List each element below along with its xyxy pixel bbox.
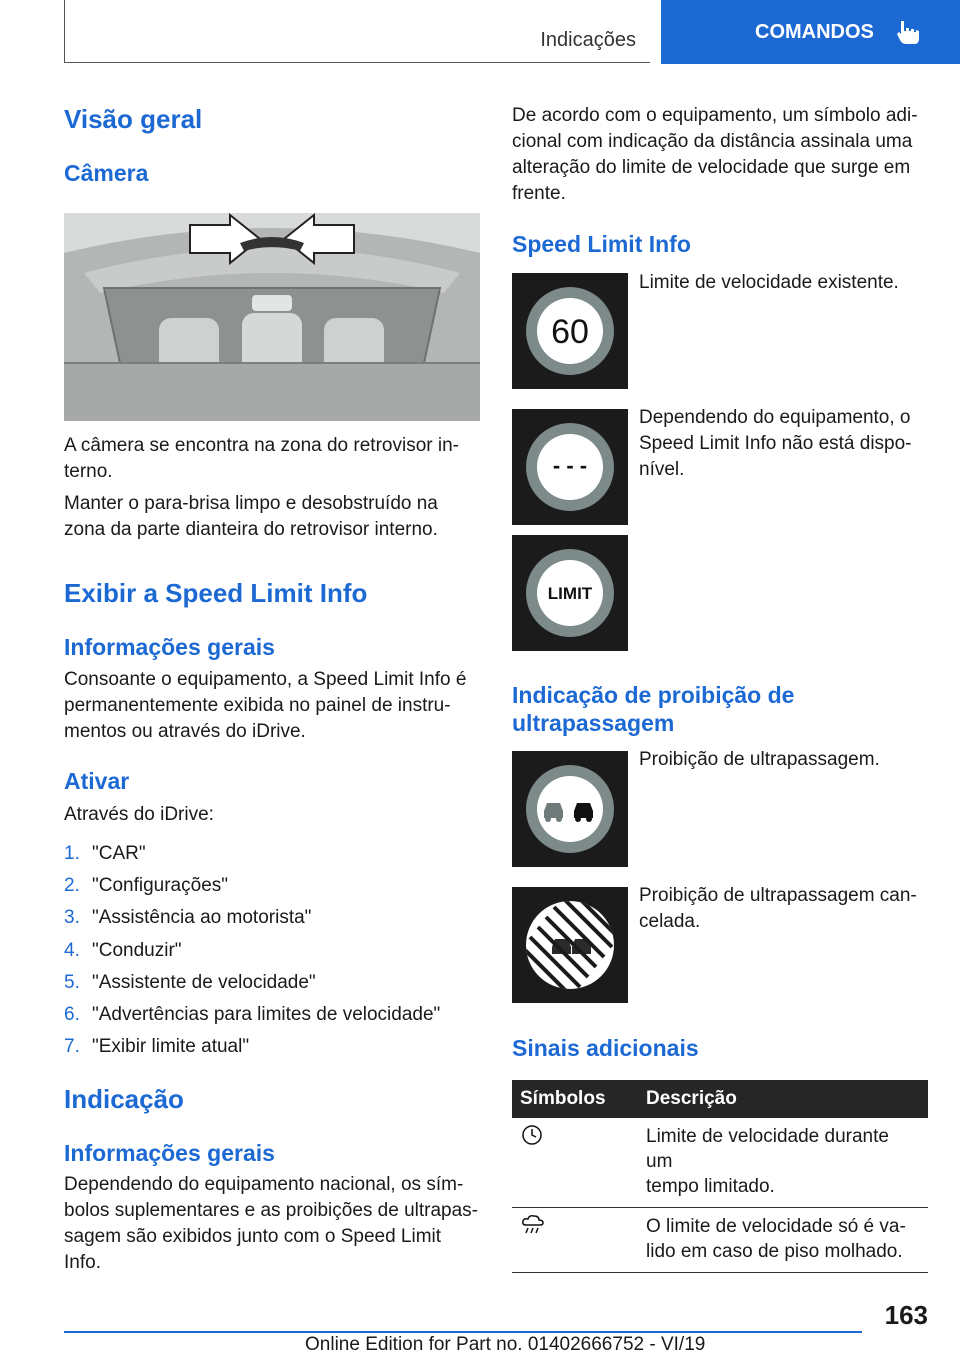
list-item [64,1031,440,1063]
step-number: 1. [64,843,80,864]
text-line: permanentemente exibida no painel de instru- [64,695,451,716]
list-item [64,870,440,902]
heading-line: ultrapassagem [512,710,675,736]
edition-note: Online Edition for Part no. 01402666752 - VI/19 [305,1334,706,1355]
sli-heading: Speed Limit Info [512,231,691,257]
display-sli-heading: Exibir a Speed Limit Info [64,578,368,608]
clock-icon [520,1124,544,1146]
list-item [64,902,440,934]
sign-60-description: Limite de velocidade existente. [639,272,899,293]
sign-unavailable-description [639,405,912,483]
text-line: lido em caso de piso molhado. [646,1241,903,1262]
step-text: "Configurações" [92,875,229,897]
list-item [64,838,440,870]
no-overtaking-heading [512,681,794,737]
indication-heading: Indicação [64,1084,184,1114]
text-line: tempo limitado. [646,1176,775,1197]
general-info-heading: Informações gerais [64,634,275,660]
text-line: celada. [639,911,701,932]
sign-60-label: 60 [551,313,589,351]
text-line: Manter o para-brisa limpo e desobstruído na [64,493,438,514]
text-line: cional com indicação da distância assinala uma [512,131,913,152]
speed-limit-unavailable-sign [512,409,628,525]
footer-rule [64,1331,862,1333]
overview-heading: Visão geral [64,104,203,134]
text-line: Info. [64,1252,101,1273]
heading-line: Indicação de proibição de [512,682,795,708]
rain-cloud-icon [520,1214,546,1236]
table-row [512,1208,928,1273]
step-text: "CAR" [92,843,146,864]
step-number: 4. [64,939,80,961]
sli-intro-paragraph [512,103,918,207]
indication-paragraph [64,1172,478,1276]
pointing-hand-icon [896,19,920,45]
symbol-cell [512,1208,638,1273]
sign-dashes-label: - - - [552,453,588,478]
step-number: 6. [64,1003,80,1025]
additional-signs-heading: Sinais adicionais [512,1035,699,1061]
list-item [64,967,440,999]
text-line: nível. [639,459,685,480]
step-number: 3. [64,907,80,929]
speed-limit-60-sign [512,273,628,389]
page-number: 163 [884,1300,928,1330]
activate-heading: Ativar [64,768,130,794]
camera-heading: Câmera [64,160,149,186]
end-no-overtaking-description [639,883,917,935]
text-line: Consoante o equipamento, a Speed Limit Info é [64,669,467,690]
step-text: "Conduzir" [92,939,182,961]
text-line: sagem são exibidos junto com o Speed Limit [64,1226,442,1247]
indication-general-heading: Informações gerais [64,1140,275,1166]
text-line: Limite de velocidade durante um [646,1126,889,1172]
step-text: "Assistente de velocidade" [92,971,316,993]
step-number: 5. [64,971,80,993]
camera-paragraph-1 [64,433,459,485]
text-line: O limite de velocidade só é va- [646,1216,906,1237]
general-info-paragraph [64,667,466,745]
text-line: A câmera se encontra na zona do retrovisor in- [64,435,459,456]
step-number: 7. [64,1036,80,1058]
camera-location-image [64,213,480,421]
text-line: terno. [64,461,113,482]
description-cell [638,1208,928,1273]
no-overtaking-description: Proibição de ultrapassagem. [639,749,880,770]
list-item [64,935,440,967]
step-text: "Exibir limite atual" [92,1036,250,1058]
header-chapter-tab[interactable] [661,0,960,64]
header-section-title: Indicações [540,29,636,51]
description-cell [638,1118,928,1208]
table-row [512,1118,928,1208]
header-chapter-label: COMANDOS [755,20,874,43]
text-line: zona da parte dianteira do retrovisor interno. [64,519,438,540]
text-line: mentos ou através do iDrive. [64,721,306,742]
table-header-row [512,1080,928,1118]
step-number: 2. [64,875,80,897]
text-line: Dependendo do equipamento, o [639,407,911,428]
text-line: De acordo com o equipamento, um símbolo adi- [512,105,918,126]
sign-limit-label: LIMIT [547,584,593,603]
step-text: "Assistência ao motorista" [92,907,312,929]
text-line: bolos suplementares e as proibições de ultrapas- [64,1200,479,1221]
column-header: Símbolos [512,1080,638,1118]
step-text: "Advertências para limites de velocidade" [92,1003,441,1025]
no-overtaking-sign [512,751,628,867]
text-line: alteração do limite de velocidade que surge em [512,157,911,178]
camera-paragraph-2 [64,491,438,543]
text-line: Proibição de ultrapassagem can- [639,885,917,906]
list-item [64,999,440,1031]
activate-intro: Através do iDrive: [64,804,214,825]
text-line: Speed Limit Info não está dispo- [639,433,912,454]
activation-steps-list [64,838,440,1063]
limit-sign [512,535,628,651]
end-no-overtaking-sign [512,887,628,1003]
symbol-cell [512,1118,638,1208]
additional-signs-table [512,1080,928,1273]
text-line: frente. [512,183,566,204]
column-header: Descrição [638,1080,928,1118]
text-line: Dependendo do equipamento nacional, os sím- [64,1174,464,1195]
